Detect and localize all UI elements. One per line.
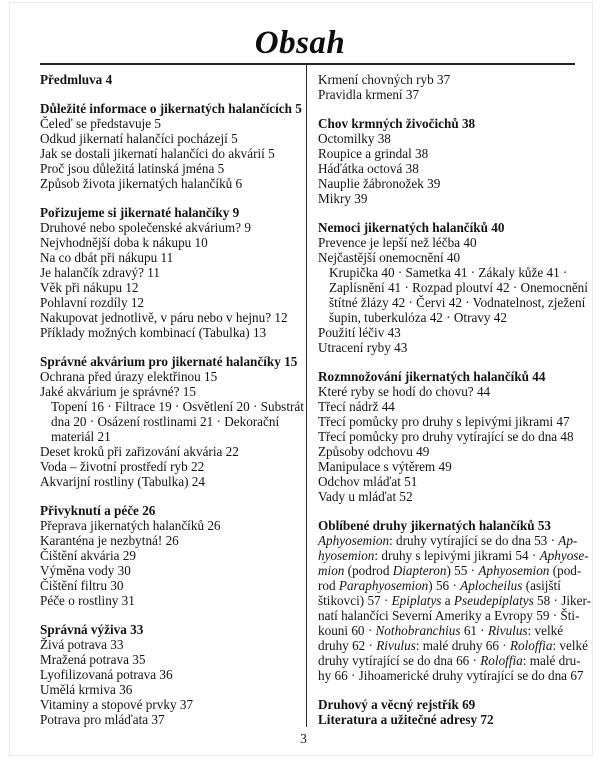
toc-section [318,220,590,355]
toc-text: : druhy vytírající se do dna 53 · [389,533,559,548]
toc-text: druhy 62 · [318,638,377,653]
toc-section [40,622,306,727]
toc-entry: Mražená potrava 35 [40,652,146,667]
genus-name: Aplocheilus [460,578,523,593]
toc-text: 61 · [460,623,488,638]
toc-entry: Způsob života jikernatých halančíků 6 [40,176,243,191]
toc-entry: Třecí pomůcky pro druhy vytírající se do dna 48 [318,429,574,444]
toc-entry: Věk při nákupu 12 [40,280,139,295]
toc-section [318,518,590,683]
toc-heading: Důležité informace o jikernatých halančících 5 [40,101,302,116]
genus-name: Roloffia [509,638,553,653]
toc-species-line [318,548,590,563]
genus-name: Pseudepiplatys [453,593,534,608]
toc-entry: Roupice a grindal 38 [318,146,429,161]
toc-species-line [318,563,590,578]
toc-entry: Voda – životní prostředí ryb 22 [40,459,205,474]
toc-section [40,503,306,608]
toc-heading: Literatura a užitečné adresy 72 [318,712,494,727]
toc-entry: Manipulace s výtěrem 49 [318,459,452,474]
toc-heading: Správná výživa 33 [40,622,144,637]
toc-heading: Oblíbené druhy jikernatých halančíků 53 [318,518,552,533]
toc-entry: Třecí nádrž 44 [318,399,395,414]
toc-text: : velké [527,623,564,638]
toc-entry: Nakupovat jednotlivě, v páru nebo v hejnu? 12 [40,310,288,325]
toc-entry: Mikry 39 [318,191,368,206]
genus-name: Nothobranchius [375,623,461,638]
toc-entry: Deset kroků při zařizování akvária 22 [40,444,239,459]
genus-name: Ap- [558,533,578,548]
toc-entry: Výměna vody 30 [40,563,131,578]
toc-entry: Nauplie žábronožek 39 [318,176,441,191]
toc-entry: Vady u mláďat 52 [318,489,413,504]
genus-name: Rivulus [488,623,528,638]
toc-text: : malé dru- [522,653,581,668]
toc-entry: Proč jsou důležitá latinská jména 5 [40,161,225,176]
toc-text: (asijští [522,578,561,593]
toc-text: (podrod [344,563,393,578]
toc-subtopic-line: šupin, tuberkulóza 42 · Otravy 42 [329,310,507,325]
toc-entry: Živá potrava 33 [40,637,124,652]
toc-species-line [318,593,590,608]
toc-text: 58 · Jiker- [533,593,591,608]
toc-text: štikovci) 57 · [318,593,392,608]
toc-text: : velké [552,638,588,653]
toc-subtopic-line: Krupička 40 · Sametka 41 · Zákaly kůže 41 · [329,265,568,280]
toc-entry: Druhové nebo společenské akvárium? 9 [40,220,251,235]
toc-columns [40,65,600,727]
toc-entry: Třecí pomůcky pro druhy s lepivými jikrami 47 [318,414,570,429]
toc-heading: Druhový a věcný rejstřík 69 [318,697,476,712]
toc-entry: Vitaminy a stopové prvky 37 [40,697,194,712]
toc-column-right [306,65,590,727]
toc-heading: Předmluva 4 [40,72,113,87]
toc-entry: Odchov mláďat 51 [318,474,418,489]
toc-heading: Nemoci jikernatých halančíků 40 [318,220,505,235]
toc-species-line [318,533,590,548]
toc-subtopic-line: Zaplísnění 41 · Rozpad ploutví 42 · Onemocnění [329,280,588,295]
genus-name: Diapteron [392,563,447,578]
toc-species-line [318,608,590,623]
toc-entry: Karanténa je nezbytná! 26 [40,533,179,548]
toc-species-line [318,653,590,668]
genus-name: Aphyose- [539,548,589,563]
toc-section [318,116,590,206]
toc-species-line [318,578,590,593]
masthead [40,26,560,60]
page-number: 3 [300,731,307,746]
toc-entry: Je halančík zdravý? 11 [40,265,160,280]
toc-text: : druhy s lepivými jikrami 54 · [374,548,540,563]
toc-entry: Lyofilizovaná potrava 36 [40,667,173,682]
toc-entry: Na co dbát při nákupu 11 [40,250,174,265]
toc-entry: Příklady možných kombinací (Tabulka) 13 [40,325,267,340]
toc-entry: Odkud jikernatí halančíci pocházejí 5 [40,131,238,146]
toc-heading: Správné akvárium pro jikernaté halančíky 15 [40,354,298,369]
toc-text: hy 66 · Jihoamerické druhy vytírající se do dna 67 [318,668,584,683]
toc-entry: Umělá krmiva 36 [40,682,133,697]
toc-section [40,72,306,87]
toc-entry: Které ryby se hodí do chovu? 44 [318,384,491,399]
toc-section [40,354,306,489]
toc-entry: Nejvhodnější doba k nákupu 10 [40,235,208,250]
toc-entry: Pravidla krmení 37 [318,87,420,102]
toc-species-line [318,638,590,653]
toc-text: druhy vytírající se do dna 66 · [318,653,481,668]
toc-entry: Pohlavní rozdíly 12 [40,295,145,310]
toc-text: a [441,593,454,608]
toc-entry: Čištění filtru 30 [40,578,124,593]
genus-name: hyosemion [318,548,375,563]
toc-text: (pod- [549,563,582,578]
toc-entry: Háďátka octová 38 [318,161,419,176]
toc-entry: Ochrana před úrazy elektřinou 15 [40,369,218,384]
toc-entry: Jak se dostali jikernatí halančíci do akvárií 5 [40,146,275,161]
toc-heading: Chov krmných živočichů 38 [318,116,476,131]
toc-subtopic-line: Topení 16 · Filtrace 19 · Osvětlení 20 · Substrát [51,399,304,414]
toc-entry: Péče o rostliny 31 [40,593,135,608]
toc-entry: Čištění akvária 29 [40,548,136,563]
toc-species-line [318,668,590,683]
toc-entry: Čeleď se představuje 5 [40,116,161,131]
toc-text: ) 55 · [446,563,479,578]
toc-heading: Pořizujeme si jikernaté halančíky 9 [40,205,240,220]
page-title: Obsah [254,25,346,61]
toc-entry: Potrava pro mláďata 37 [40,712,165,727]
toc-heading: Přivyknutí a péče 26 [40,503,156,518]
toc-entry: Nejčastější onemocnění 40 [318,250,461,265]
toc-subtopic-line: štítné žlázy 42 · Červi 42 · Vodnatelnost, zježení [329,295,586,310]
toc-entry: Jaké akvárium je správné? 15 [40,384,196,399]
genus-name: Rivulus [376,638,416,653]
toc-section [318,369,590,504]
genus-name: Paraphyosemion [338,578,429,593]
toc-column-left [40,65,306,727]
toc-text: natí halančíci Severní Ameriky a Evropy 59 · Šti- [318,608,580,623]
toc-section [318,72,590,102]
toc-text: : malé druhy 66 · [415,638,510,653]
toc-entry: Krmení chovných ryb 37 [318,72,451,87]
toc-subtopic-line: dna 20 · Osázení rostlinami 21 · Dekorační [51,414,280,429]
toc-entry: Akvarijní rostliny (Tabulka) 24 [40,474,205,489]
toc-section [40,101,306,191]
toc-species-line [318,623,590,638]
toc-subtopic-line: materiál 21 [51,429,111,444]
toc-entry: Octomilky 38 [318,131,391,146]
toc-heading: Rozmnožování jikernatých halančíků 44 [318,369,546,384]
toc-entry: Utracení ryby 43 [318,340,408,355]
toc-entry: Přeprava jikernatých halančíků 26 [40,518,221,533]
genus-name: Aphyosemion [318,533,390,548]
toc-text: kouni 60 · [318,623,376,638]
toc-entry: Použití léčiv 43 [318,325,401,340]
genus-name: Epiplatys [391,593,442,608]
genus-name: Aphyosemion [478,563,550,578]
toc-section [318,697,590,727]
toc-entry: Prevence je lepší než léčba 40 [318,235,477,250]
toc-section [40,205,306,340]
genus-name: Roloffia [480,653,523,668]
genus-name: mion [318,563,345,578]
toc-text: ) 56 · [428,578,461,593]
toc-entry: Způsoby odchovu 49 [318,444,430,459]
toc-text: rod [318,578,339,593]
